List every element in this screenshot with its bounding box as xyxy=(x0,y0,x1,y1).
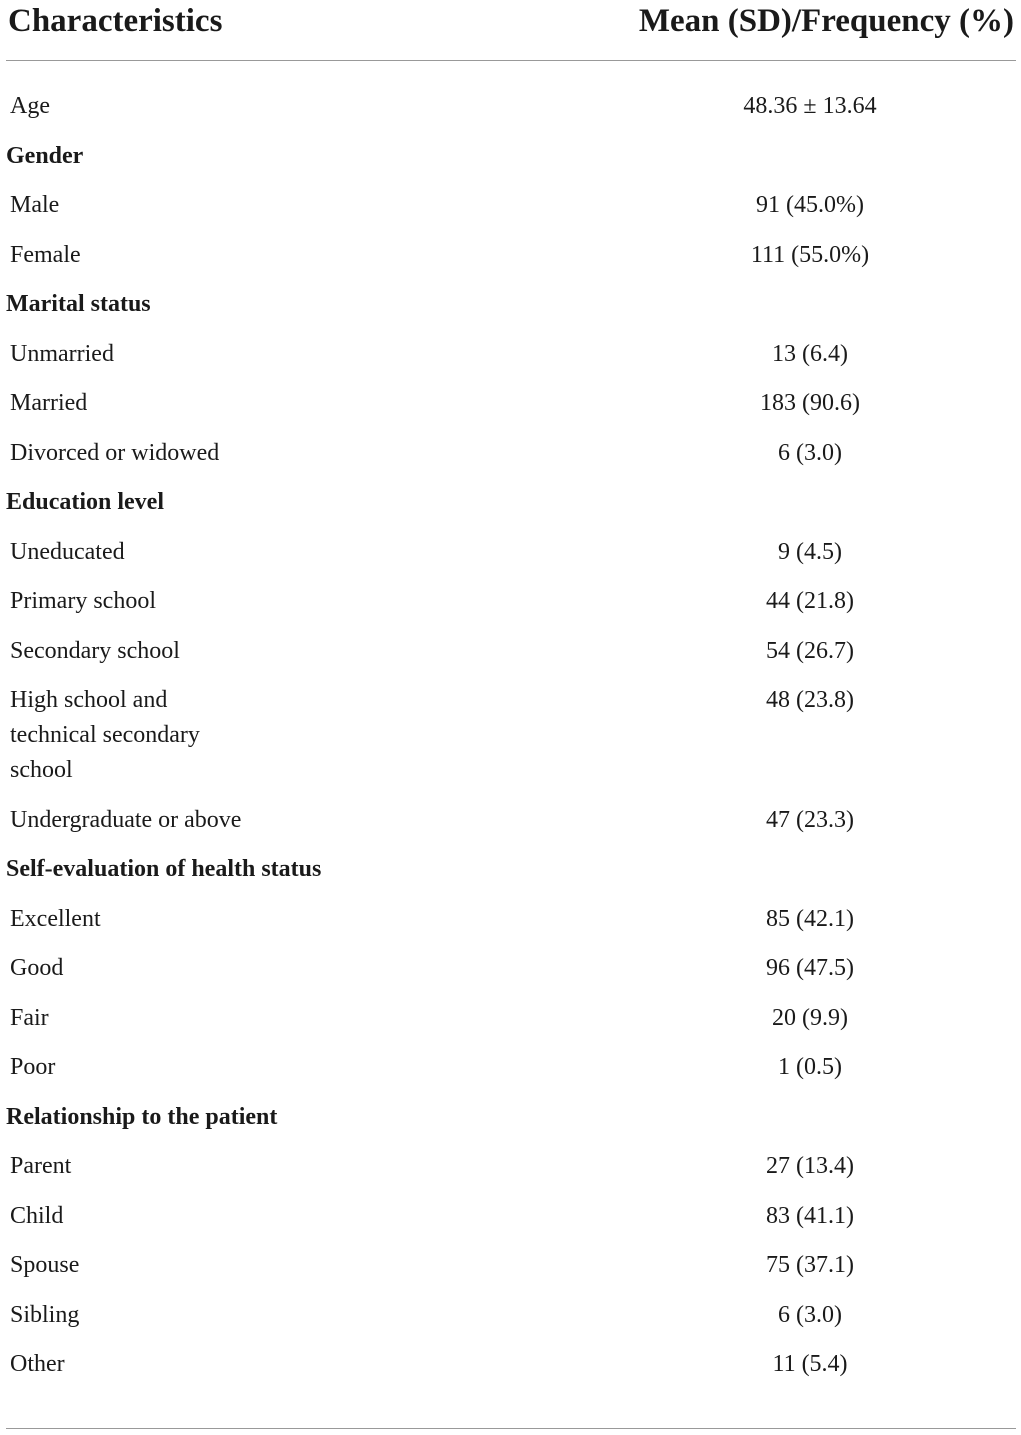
row-value: 96 (47.5) xyxy=(766,955,854,981)
section-header-row xyxy=(0,280,1021,330)
row-value: 91 (45.0%) xyxy=(756,192,864,218)
row-value: 111 (55.0%) xyxy=(750,241,870,268)
section-label: Relationship to the patient xyxy=(6,1103,278,1130)
table-row xyxy=(0,379,1021,429)
table-header xyxy=(0,0,1021,42)
table-row xyxy=(0,994,1021,1044)
row-label: Child xyxy=(10,1202,64,1229)
row-value: 27 (13.4) xyxy=(766,1153,854,1179)
table-row xyxy=(0,429,1021,479)
row-value: 13 (6.4) xyxy=(772,340,848,367)
row-label: Other xyxy=(10,1351,65,1377)
header-characteristics: Characteristics xyxy=(8,3,223,39)
table-row xyxy=(0,1241,1021,1291)
row-label: Parent xyxy=(10,1153,72,1179)
table-row xyxy=(0,796,1021,846)
row-value: 83 (41.1) xyxy=(766,1202,854,1229)
table-bottom-divider xyxy=(6,1428,1016,1429)
table-row xyxy=(0,330,1021,380)
table-row xyxy=(0,82,1021,132)
row-value: 11 (5.4) xyxy=(772,1351,848,1377)
row-label: Good xyxy=(10,955,64,981)
section-label: Self-evaluation of health status xyxy=(6,856,322,882)
table-row xyxy=(0,627,1021,677)
row-label: Fair xyxy=(10,1004,49,1031)
row-label: Sibling xyxy=(10,1301,80,1328)
row-value: 48.36 ± 13.64 xyxy=(743,93,877,119)
table-body xyxy=(0,82,1021,1390)
row-label: Divorced or widowed xyxy=(10,439,220,466)
section-header-row xyxy=(0,1093,1021,1143)
row-label: Spouse xyxy=(10,1252,80,1278)
row-label: Married xyxy=(10,390,88,416)
table-row xyxy=(0,181,1021,231)
row-label: Uneducated xyxy=(10,538,125,565)
header-value: Mean (SD)/Frequency (%) xyxy=(638,3,1014,39)
row-value: 6 (3.0) xyxy=(778,1301,842,1328)
table-row xyxy=(0,1043,1021,1093)
section-label: Marital status xyxy=(6,291,151,317)
row-value: 9 (4.5) xyxy=(778,538,842,565)
row-value: 54 (26.7) xyxy=(766,637,854,664)
table-row xyxy=(0,1291,1021,1341)
section-header-row xyxy=(0,845,1021,895)
row-label: Poor xyxy=(10,1054,56,1080)
row-label: Excellent xyxy=(10,905,101,932)
table-row xyxy=(0,1192,1021,1242)
table-row xyxy=(0,231,1021,281)
row-label: Primary school xyxy=(10,588,156,614)
row-value: 44 (21.8) xyxy=(766,588,854,614)
row-label: Female xyxy=(10,241,81,268)
row-value: 48 (23.8) xyxy=(766,687,854,713)
table-row xyxy=(0,944,1021,994)
row-value: 47 (23.3) xyxy=(766,806,854,833)
row-label: Unmarried xyxy=(10,340,114,367)
row-value: 85 (42.1) xyxy=(766,905,854,932)
table-row xyxy=(0,676,1021,796)
row-value: 183 (90.6) xyxy=(760,390,860,416)
row-label: Undergraduate or above xyxy=(10,806,242,833)
section-label: Education level xyxy=(6,489,165,515)
header-divider xyxy=(6,60,1016,61)
row-value: 1 (0.5) xyxy=(778,1054,842,1080)
row-label: High school and technical secondary school xyxy=(10,687,200,783)
section-header-row xyxy=(0,478,1021,528)
table-row xyxy=(0,1340,1021,1390)
table-row xyxy=(0,528,1021,578)
row-label: Male xyxy=(10,192,60,218)
row-value: 6 (3.0) xyxy=(778,439,842,466)
table-row xyxy=(0,1142,1021,1192)
row-value: 75 (37.1) xyxy=(766,1252,854,1278)
row-label: Secondary school xyxy=(10,637,180,664)
section-header-row xyxy=(0,132,1021,182)
table-row xyxy=(0,577,1021,627)
row-value: 20 (9.9) xyxy=(772,1004,848,1031)
row-label: Age xyxy=(10,93,50,119)
section-label: Gender xyxy=(6,142,84,169)
table-row xyxy=(0,895,1021,945)
